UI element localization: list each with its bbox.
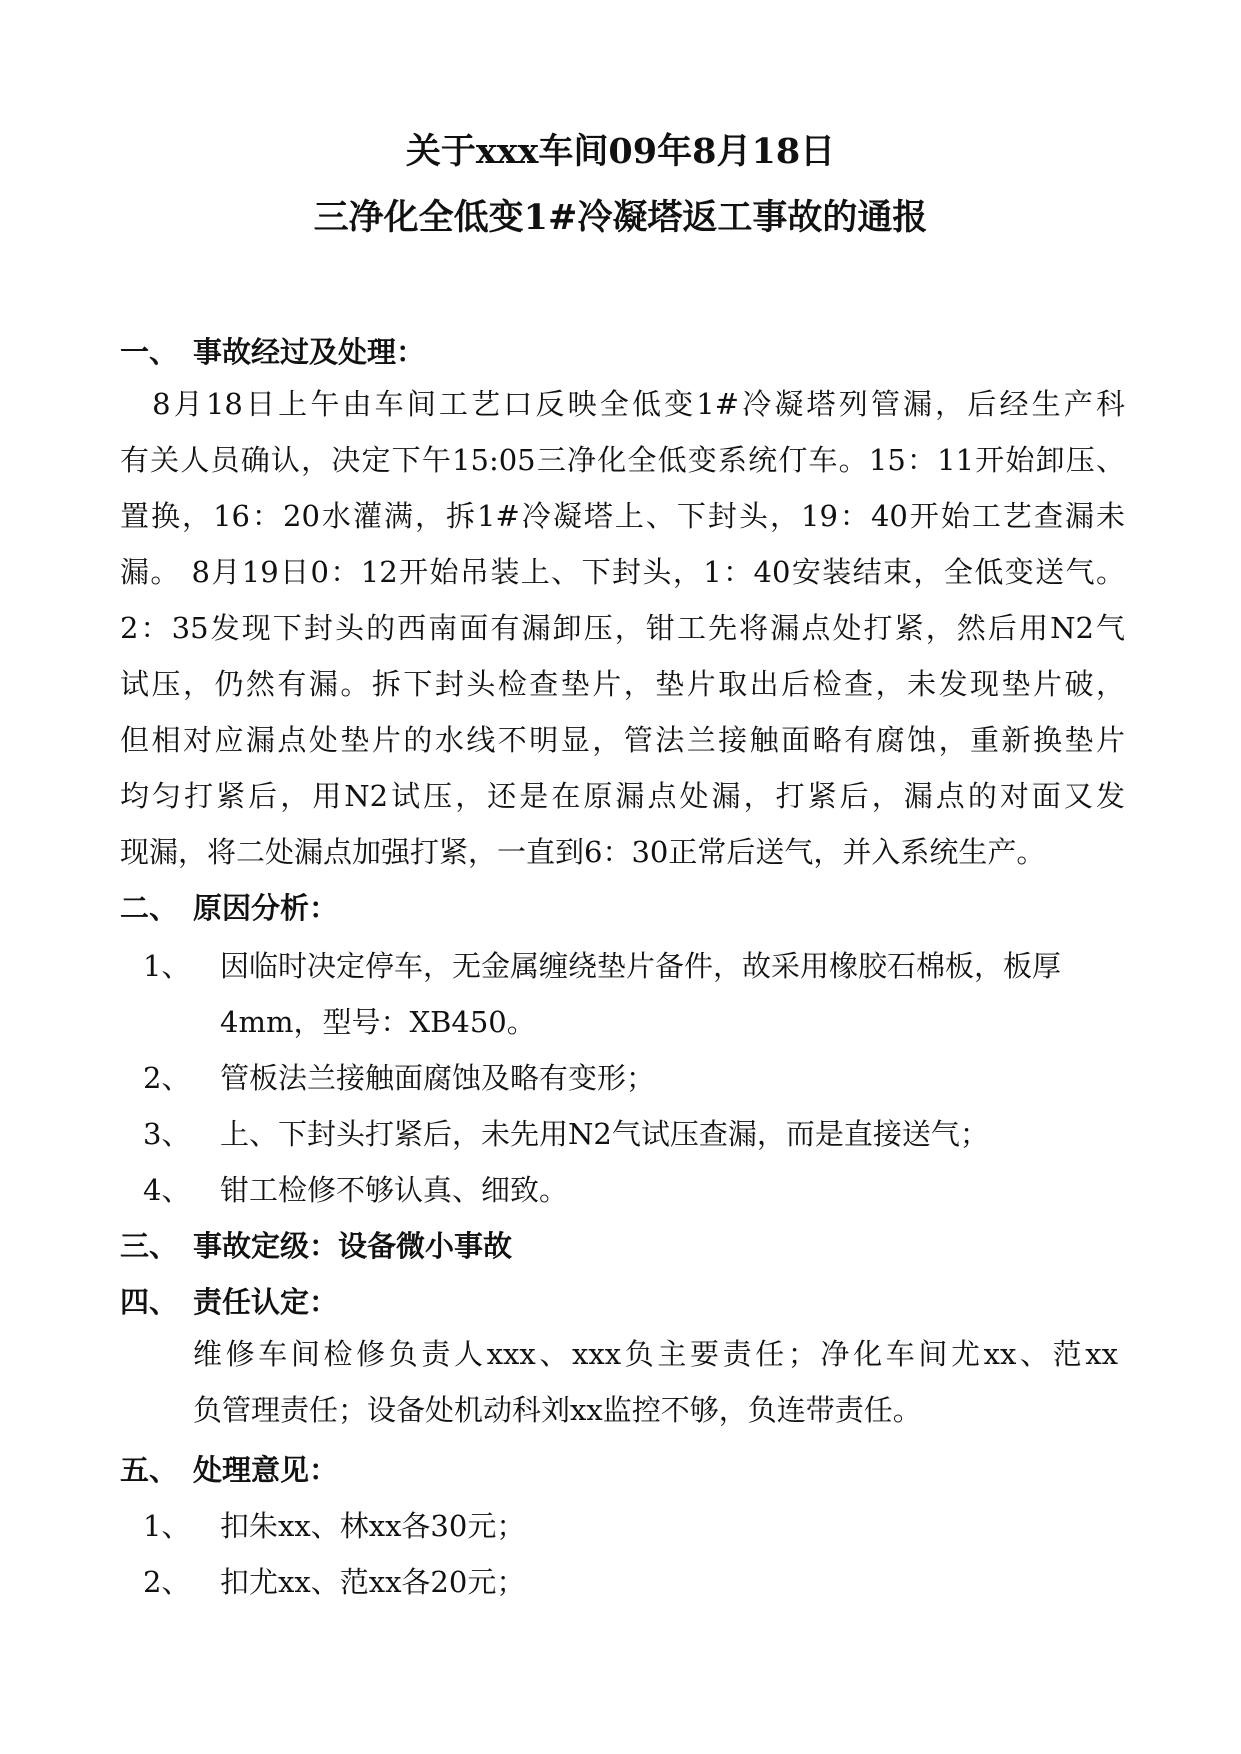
list-item-text: 钳工检修不够认真、细致。: [220, 1173, 569, 1207]
list-item-text: 管板法兰接触面腐蚀及略有变形；: [220, 1061, 656, 1095]
list-item-text: 扣尤xx、范xx各20元；: [220, 1565, 526, 1599]
section-5-heading: [120, 1448, 338, 1489]
section-1-paragraph: [120, 376, 1125, 880]
list-item-number: 4、: [143, 1173, 191, 1207]
section-title: 处理意见：: [193, 1453, 339, 1487]
section-3-heading: [120, 1224, 512, 1265]
section-4-paragraph: [193, 1326, 1118, 1438]
section-title: 事故定级：设备微小事故: [193, 1229, 513, 1263]
list-item-number: 1、: [143, 1509, 191, 1543]
list-item-number: 1、: [143, 949, 191, 983]
list-item-number: 2、: [143, 1061, 191, 1095]
list-item-text: 上、下封头打紧后，未先用N2气试压查漏，而是直接送气；: [220, 1117, 989, 1151]
section-number: 四、: [120, 1285, 179, 1319]
paragraph-line: 负管理责任；设备处机动科刘xx监控不够，负连带责任。: [193, 1393, 922, 1427]
list-item-text: 扣朱xx、林xx各30元；: [220, 1509, 526, 1543]
paragraph-line: 但相对应漏点处垫片的水线不明显，管法兰接触面略有腐蚀，重新换垫片: [120, 723, 1125, 757]
section-title: 原因分析：: [193, 891, 339, 925]
section-title: 事故经过及处理：: [193, 335, 426, 369]
paragraph-line: 均匀打紧后，用N2试压，还是在原漏点处漏，打紧后，漏点的对面又发: [120, 779, 1125, 813]
paragraph-line: 2：35发现下封头的西南面有漏卸压，钳工先将漏点处打紧，然后用N2气: [120, 611, 1125, 645]
list-item-number: 3、: [143, 1117, 191, 1151]
section-2-heading: [120, 886, 338, 927]
section-1-heading: [120, 330, 425, 371]
paragraph-line: 维修车间检修负责人xxx、xxx负主要责任；净化车间尤xx、范xx: [193, 1337, 1118, 1371]
document-title-line2: 三净化全低变1#冷凝塔返工事故的通报: [313, 197, 928, 238]
list-item: [143, 1560, 525, 1601]
section-number: 一、: [120, 335, 179, 369]
paragraph-line: 置换，16：20水灌满，拆1#冷凝塔上、下封头，19：40开始工艺查漏未: [120, 499, 1125, 533]
section-4-heading: [120, 1280, 338, 1321]
paragraph-line: 试压，仍然有漏。拆下封头检查垫片，垫片取出后检查，未发现垫片破，: [120, 667, 1125, 701]
paragraph-line: 现漏，将二处漏点加强打紧，一直到6：30正常后送气，并入系统生产。: [120, 835, 1046, 869]
paragraph-line: 8月18日上午由车间工艺口反映全低变1#冷凝塔列管漏，后经生产科: [120, 387, 1125, 421]
section-number: 二、: [120, 891, 179, 925]
list-item-text: 因临时决定停车，无金属缠绕垫片备件，故采用橡胶石棉板，板厚: [220, 949, 1062, 983]
list-item-number: 2、: [143, 1565, 191, 1599]
list-item: [143, 1112, 989, 1153]
list-item: [143, 1168, 568, 1209]
list-item-continuation: 4mm，型号：XB450。: [220, 1005, 536, 1039]
paragraph-line: 漏。 8月19日0：12开始吊装上、下封头，1：40安装结束，全低变送气。: [120, 555, 1125, 589]
list-item: [143, 1504, 525, 1545]
paragraph-line: 有关人员确认，决定下午15:05三净化全低变系统仃车。15：11开始卸压、: [120, 443, 1125, 477]
section-number: 五、: [120, 1453, 179, 1487]
section-title: 责任认定：: [193, 1285, 339, 1319]
list-item: [143, 1056, 655, 1097]
section-number: 三、: [120, 1229, 179, 1263]
list-item: [143, 944, 1061, 985]
document-title-line1: 关于xxx车间09年8月18日: [405, 131, 836, 172]
